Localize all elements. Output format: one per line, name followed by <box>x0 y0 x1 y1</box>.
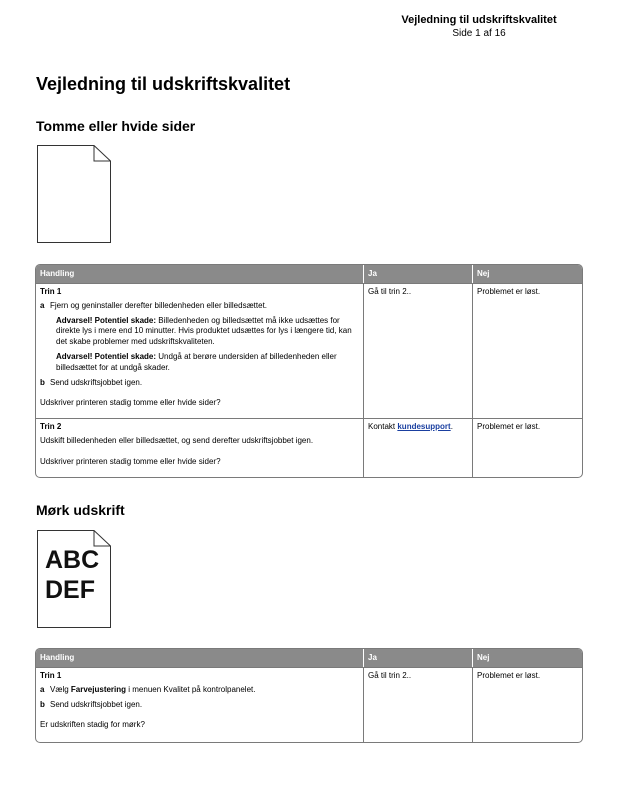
column-header-nej: Nej <box>477 653 490 662</box>
section-title-dark-print: Mørk udskrift <box>36 502 125 518</box>
yes-cell <box>364 419 473 477</box>
header-title: Vejledning til udskriftskvalitet <box>401 14 557 26</box>
question-text: Er udskriften stadig for mørk? <box>40 720 145 730</box>
section-title-blank-pages: Tomme eller hvide sider <box>36 118 196 134</box>
list-item <box>40 685 359 696</box>
list-marker: a <box>40 300 45 310</box>
page-title: Vejledning til udskriftskvalitet <box>36 74 291 94</box>
sample-text-line-2: DEF <box>45 576 95 604</box>
blank-page-icon <box>37 145 111 243</box>
dark-print-table <box>35 648 583 743</box>
warning-text: Billedenheden og billedsættet må ikke udsættes for direkte lys i mere end 10 minutter. Hvis produktet udsættes for lys i længere tid, kan det skabe problemer med udskriftskvaliteten. <box>56 315 352 347</box>
column-header-handling: Handling <box>36 265 364 283</box>
sample-text-line-1: ABC <box>45 546 100 574</box>
table-header <box>36 649 582 667</box>
column-header-ja: Ja <box>364 649 473 667</box>
column-header-nej: Nej <box>477 269 490 278</box>
yes-suffix: . <box>450 422 453 431</box>
no-cell: Problemet er løst. <box>477 422 541 431</box>
table-header <box>36 265 582 283</box>
header-page-number: Side 1 af 16 <box>452 28 506 39</box>
action-cell <box>36 668 364 742</box>
list-marker: a <box>40 684 45 694</box>
step-label: Trin 2 <box>40 422 62 431</box>
warning-label: Advarsel! Potentiel skade: <box>56 351 157 361</box>
step-text: Udskift billedenheden eller billedsættet, og send derefter udskriftsjobbet igen. <box>40 435 314 445</box>
dark-print-sample <box>37 530 111 628</box>
column-header-ja: Ja <box>364 265 473 283</box>
warning-text: Undgå at berøre undersiden af billedenheden eller billedsættet for at undgå skader. <box>56 351 337 372</box>
text-fragment: i menuen Kvalitet på kontrolpanelet. <box>126 684 256 694</box>
list-marker: b <box>40 377 45 387</box>
text-fragment: Vælg <box>50 684 71 694</box>
list-item <box>40 378 359 389</box>
list-item <box>40 301 359 312</box>
warning-note <box>40 316 359 348</box>
blank-pages-table <box>35 264 583 478</box>
yes-cell: Gå til trin 2.. <box>364 284 473 418</box>
no-cell: Problemet er løst. <box>477 287 541 296</box>
warning-note <box>40 352 359 374</box>
list-item-text <box>50 685 255 696</box>
step-label: Trin 1 <box>40 287 62 296</box>
table-row <box>36 418 582 477</box>
running-header <box>379 14 579 39</box>
action-cell <box>36 419 364 477</box>
step-label: Trin 1 <box>40 671 62 680</box>
no-cell: Problemet er løst. <box>477 671 541 680</box>
list-item-text: Send udskriftsjobbet igen. <box>50 377 143 387</box>
list-item-text: Fjern og geninstaller derefter billedenheden eller billedsættet. <box>50 300 268 310</box>
question-text: Udskriver printeren stadig tomme eller hvide sider? <box>40 456 221 466</box>
customer-support-link[interactable]: kundesupport <box>397 422 451 431</box>
action-cell <box>36 284 364 418</box>
table-row <box>36 667 582 742</box>
list-marker: b <box>40 699 45 709</box>
table-row <box>36 283 582 418</box>
column-header-handling: Handling <box>36 649 364 667</box>
question-text: Udskriver printeren stadig tomme eller hvide sider? <box>40 398 221 408</box>
yes-prefix: Kontakt <box>368 422 398 431</box>
list-item-text: Send udskriftsjobbet igen. <box>50 699 143 709</box>
warning-label: Advarsel! Potentiel skade: <box>56 315 157 325</box>
yes-cell: Gå til trin 2.. <box>364 668 473 742</box>
menu-name: Farvejustering <box>70 684 127 694</box>
list-item <box>40 700 359 711</box>
